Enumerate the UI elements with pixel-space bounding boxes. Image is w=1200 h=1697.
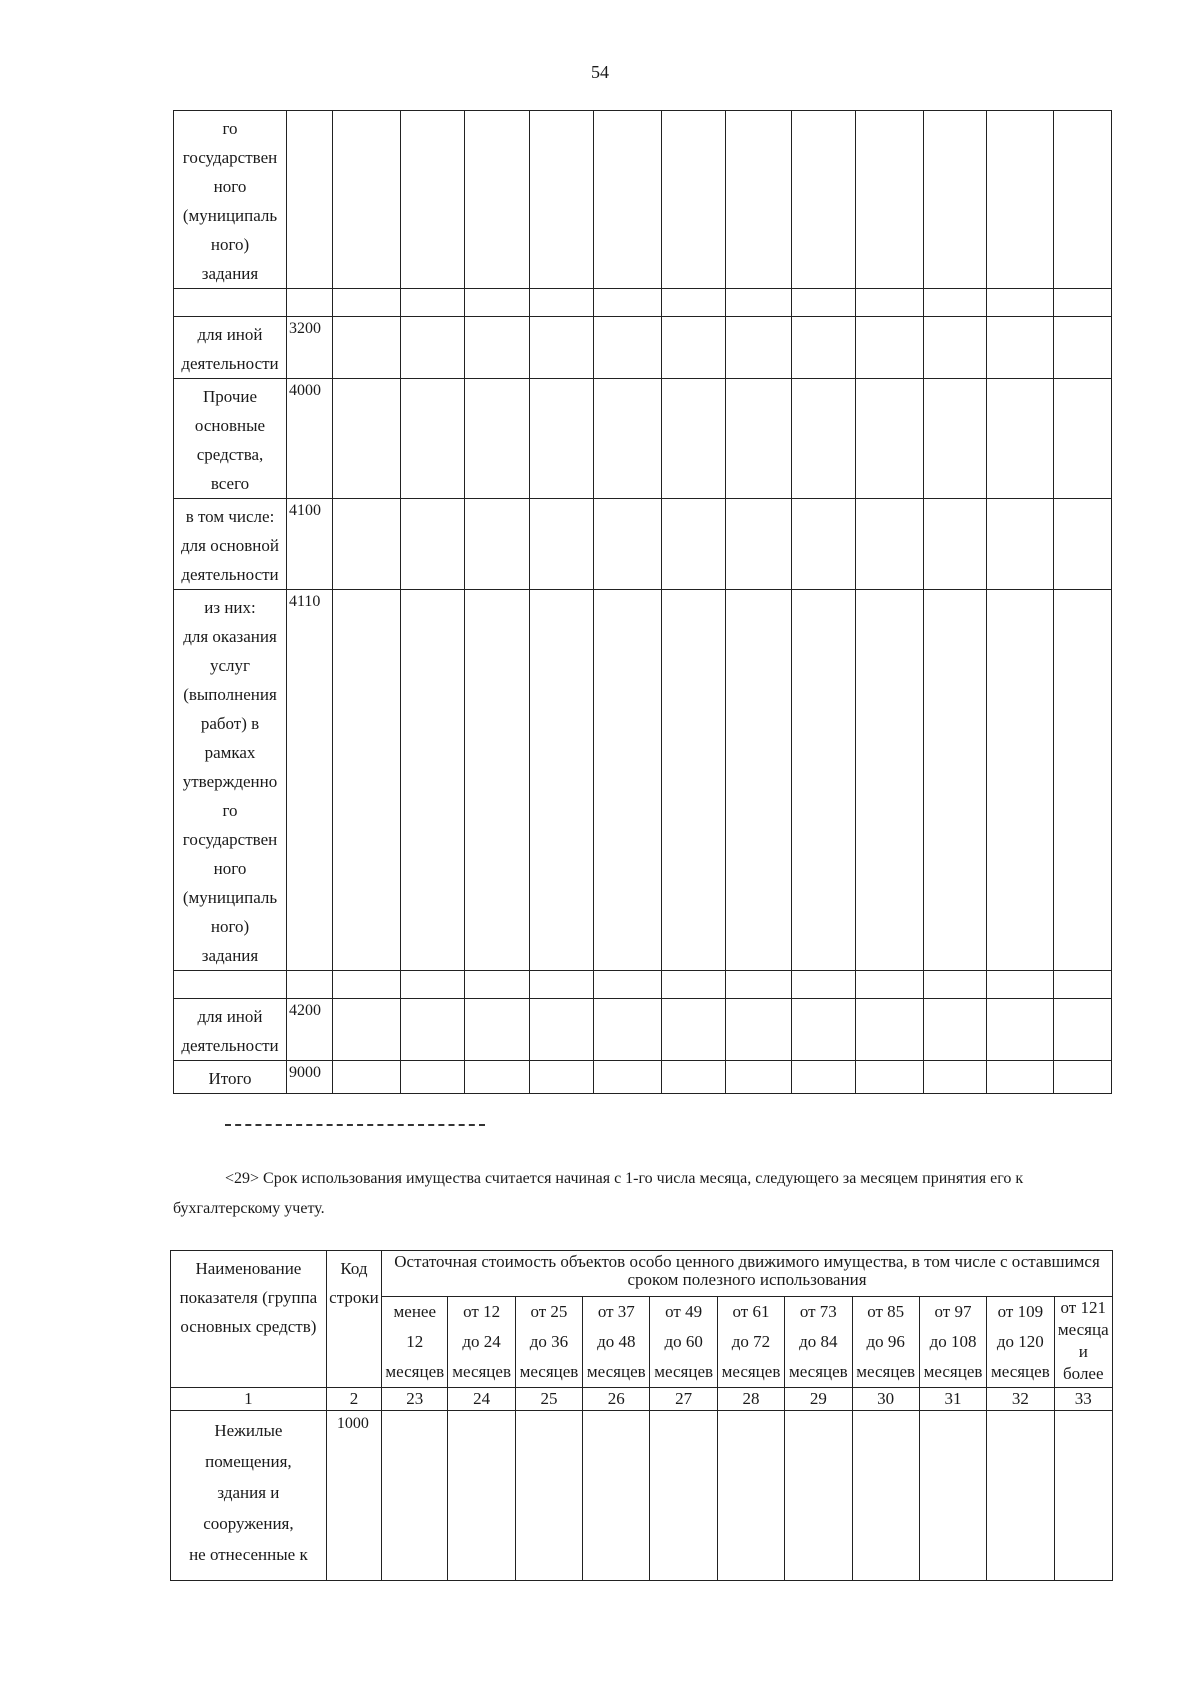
row-code: 1000 <box>326 1411 381 1581</box>
empty-cell <box>785 1411 852 1581</box>
empty-cell <box>987 111 1054 289</box>
empty-cell <box>401 1061 465 1094</box>
row-name-line: услуг <box>209 656 250 675</box>
row-name-line: задания <box>201 264 259 283</box>
period-line: более <box>1063 1364 1104 1383</box>
period-line: месяцев <box>385 1362 445 1381</box>
period-header <box>382 1297 448 1388</box>
empty-cell <box>401 971 465 999</box>
empty-cell <box>1054 999 1112 1061</box>
period-line: и <box>1078 1342 1088 1361</box>
period-header <box>1054 1297 1112 1388</box>
assets-table-continued <box>173 110 1112 1094</box>
empty-cell <box>792 590 856 971</box>
empty-cell <box>726 317 792 379</box>
empty-cell <box>465 971 530 999</box>
row-name-line: государствен <box>182 830 278 849</box>
period-line: до 96 <box>866 1332 905 1351</box>
empty-cell <box>662 289 726 317</box>
row-name-line: ного) <box>210 235 250 254</box>
period-line: от 49 <box>665 1302 703 1321</box>
empty-cell <box>856 590 924 971</box>
empty-cell <box>530 317 594 379</box>
row-name-line: для оказания <box>183 627 277 646</box>
empty-cell <box>792 317 856 379</box>
empty-cell <box>987 590 1054 971</box>
row-code: 4100 <box>287 499 333 590</box>
row-name-line: (муниципаль <box>182 888 278 907</box>
row-name <box>174 317 287 379</box>
table-row <box>174 289 1112 317</box>
row-code: 3200 <box>287 317 333 379</box>
table-row <box>174 971 1112 999</box>
period-line: до 48 <box>597 1332 636 1351</box>
table-row <box>174 499 1112 590</box>
period-line: от 12 <box>463 1302 501 1321</box>
empty-cell <box>583 1411 650 1581</box>
column-number: 26 <box>583 1388 650 1411</box>
empty-cell <box>594 590 662 971</box>
row-code: 9000 <box>287 1061 333 1094</box>
row-name-line: рамках <box>204 743 256 762</box>
column-number: 24 <box>448 1388 515 1411</box>
row-name <box>174 1061 287 1094</box>
row-name <box>174 999 287 1061</box>
empty-cell <box>594 379 662 499</box>
empty-cell <box>594 317 662 379</box>
empty-cell <box>333 1061 401 1094</box>
period-line: месяцев <box>788 1362 848 1381</box>
empty-cell <box>401 379 465 499</box>
row-name <box>174 590 287 971</box>
empty-cell <box>465 999 530 1061</box>
period-line: от 25 <box>530 1302 568 1321</box>
empty-cell <box>333 289 401 317</box>
table-row <box>171 1411 1113 1581</box>
empty-cell <box>856 289 924 317</box>
column-number: 1 <box>171 1388 327 1411</box>
empty-cell <box>1054 379 1112 499</box>
empty-cell <box>919 1411 986 1581</box>
empty-cell <box>515 1411 582 1581</box>
row-name-line: утвержденно <box>182 772 278 791</box>
empty-cell <box>856 1061 924 1094</box>
empty-cell <box>856 317 924 379</box>
row-code: 4200 <box>287 999 333 1061</box>
period-line: от 61 <box>732 1302 770 1321</box>
period-header <box>987 1297 1054 1388</box>
empty-cell <box>987 971 1054 999</box>
column-number: 29 <box>785 1388 852 1411</box>
empty-cell <box>401 111 465 289</box>
empty-cell <box>662 1061 726 1094</box>
empty-cell <box>530 379 594 499</box>
row-name <box>174 499 287 590</box>
table-row <box>174 999 1112 1061</box>
row-name-line: го <box>222 801 238 820</box>
period-header <box>650 1297 717 1388</box>
empty-cell <box>662 971 726 999</box>
empty-cell <box>792 379 856 499</box>
row-name <box>174 289 287 317</box>
row-code <box>287 111 333 289</box>
residual-value-table <box>170 1250 1113 1581</box>
period-line: до 120 <box>996 1332 1044 1351</box>
row-name-line: для иной <box>197 325 263 344</box>
empty-cell <box>530 999 594 1061</box>
row-name-line: для основной <box>181 536 279 555</box>
row-name-line: для иной <box>197 1007 263 1026</box>
empty-cell <box>924 289 987 317</box>
empty-cell <box>792 499 856 590</box>
empty-cell <box>1054 1061 1112 1094</box>
period-line: месяцев <box>654 1362 714 1381</box>
row-name-line: ного <box>213 177 247 196</box>
period-line: месяцев <box>519 1362 579 1381</box>
header-residual-value: Остаточная стоимость объектов особо ценного движимого имущества, в том числе с оставшимся сроком полезного использования <box>382 1251 1113 1297</box>
empty-cell <box>924 1061 987 1094</box>
period-line: 12 <box>406 1332 424 1351</box>
empty-cell <box>987 499 1054 590</box>
empty-cell <box>1054 317 1112 379</box>
empty-cell <box>333 971 401 999</box>
empty-cell <box>987 1061 1054 1094</box>
period-line: от 37 <box>597 1302 635 1321</box>
table-row <box>174 379 1112 499</box>
period-line: месяцев <box>856 1362 916 1381</box>
table-row <box>174 317 1112 379</box>
empty-cell <box>465 111 530 289</box>
empty-cell <box>1054 971 1112 999</box>
empty-cell <box>726 111 792 289</box>
period-line: от 121 <box>1060 1298 1106 1317</box>
row-code <box>287 289 333 317</box>
empty-cell <box>792 111 856 289</box>
column-number: 31 <box>919 1388 986 1411</box>
column-number: 30 <box>852 1388 919 1411</box>
empty-cell <box>401 289 465 317</box>
period-header <box>919 1297 986 1388</box>
column-number: 23 <box>382 1388 448 1411</box>
empty-cell <box>726 1061 792 1094</box>
table-row <box>174 1061 1112 1094</box>
row-name-line: всего <box>210 474 250 493</box>
period-line: месяцев <box>923 1362 983 1381</box>
empty-cell <box>924 971 987 999</box>
empty-cell <box>924 317 987 379</box>
header-line-code: Код строки <box>326 1251 381 1388</box>
period-line: до 60 <box>664 1332 703 1351</box>
period-line: до 24 <box>462 1332 501 1351</box>
empty-cell <box>856 111 924 289</box>
empty-cell <box>382 1411 448 1581</box>
row-name <box>174 111 287 289</box>
empty-cell <box>726 379 792 499</box>
empty-cell <box>662 111 726 289</box>
empty-cell <box>924 379 987 499</box>
empty-cell <box>717 1411 784 1581</box>
footnote-separator <box>225 1124 485 1126</box>
empty-cell <box>530 111 594 289</box>
table-row <box>174 111 1112 289</box>
row-name-line: помещения, <box>205 1452 292 1471</box>
empty-cell <box>465 1061 530 1094</box>
empty-cell <box>465 289 530 317</box>
row-name-line: деятельности <box>181 1036 279 1055</box>
empty-cell <box>594 999 662 1061</box>
empty-cell <box>333 999 401 1061</box>
period-header <box>515 1297 582 1388</box>
empty-cell <box>333 317 401 379</box>
table-row <box>174 590 1112 971</box>
empty-cell <box>333 499 401 590</box>
empty-cell <box>792 1061 856 1094</box>
empty-cell <box>530 499 594 590</box>
empty-cell <box>333 111 401 289</box>
row-name-line: деятельности <box>181 354 279 373</box>
empty-cell <box>401 317 465 379</box>
period-line: от 73 <box>799 1302 837 1321</box>
empty-cell <box>465 590 530 971</box>
period-header <box>852 1297 919 1388</box>
empty-cell <box>594 111 662 289</box>
empty-cell <box>530 971 594 999</box>
row-name-line: здания и <box>217 1483 280 1502</box>
empty-cell <box>401 499 465 590</box>
empty-cell <box>650 1411 717 1581</box>
row-name-line: ного) <box>210 917 250 936</box>
period-line: месяцев <box>990 1362 1050 1381</box>
period-header <box>717 1297 784 1388</box>
row-name-line: основные <box>194 416 266 435</box>
empty-cell <box>465 379 530 499</box>
column-number: 28 <box>717 1388 784 1411</box>
empty-cell <box>448 1411 515 1581</box>
empty-cell <box>726 590 792 971</box>
empty-cell <box>856 971 924 999</box>
empty-cell <box>662 499 726 590</box>
empty-cell <box>333 590 401 971</box>
column-number: 25 <box>515 1388 582 1411</box>
period-line: месяцев <box>721 1362 781 1381</box>
period-line: от 109 <box>997 1302 1044 1321</box>
empty-cell <box>987 1411 1054 1581</box>
row-name-line: государствен <box>182 148 278 167</box>
period-header <box>583 1297 650 1388</box>
empty-cell <box>726 289 792 317</box>
empty-cell <box>333 379 401 499</box>
row-name <box>174 379 287 499</box>
row-code: 4000 <box>287 379 333 499</box>
empty-cell <box>1054 1411 1112 1581</box>
empty-cell <box>662 317 726 379</box>
empty-cell <box>924 590 987 971</box>
row-name-line: Нежилые <box>214 1421 283 1440</box>
column-number: 2 <box>326 1388 381 1411</box>
empty-cell <box>987 999 1054 1061</box>
period-line: до 84 <box>799 1332 838 1351</box>
period-line: от 85 <box>867 1302 905 1321</box>
empty-cell <box>1054 499 1112 590</box>
empty-cell <box>465 499 530 590</box>
row-name-line: (муниципаль <box>182 206 278 225</box>
empty-cell <box>856 999 924 1061</box>
row-name-line: задания <box>201 946 259 965</box>
row-name <box>171 1411 327 1581</box>
empty-cell <box>401 999 465 1061</box>
period-header <box>448 1297 515 1388</box>
empty-cell <box>530 590 594 971</box>
period-line: месяцев <box>452 1362 511 1381</box>
empty-cell <box>1054 111 1112 289</box>
empty-cell <box>856 379 924 499</box>
period-line: от 97 <box>934 1302 972 1321</box>
empty-cell <box>987 289 1054 317</box>
row-name-line: Итого <box>208 1069 252 1088</box>
empty-cell <box>594 499 662 590</box>
period-line: до 36 <box>529 1332 569 1351</box>
empty-cell <box>856 499 924 590</box>
empty-cell <box>530 289 594 317</box>
row-name-line: ного <box>213 859 247 878</box>
empty-cell <box>662 379 726 499</box>
empty-cell <box>662 590 726 971</box>
period-line: месяца <box>1057 1320 1109 1339</box>
empty-cell <box>594 289 662 317</box>
period-line: месяцев <box>586 1362 646 1381</box>
empty-cell <box>594 971 662 999</box>
empty-cell <box>792 999 856 1061</box>
row-name-line: деятельности <box>181 565 279 584</box>
empty-cell <box>987 317 1054 379</box>
empty-cell <box>726 971 792 999</box>
row-name-line: из них: <box>204 598 256 617</box>
row-code: 4110 <box>287 590 333 971</box>
row-name-line: в том числе: <box>185 507 275 526</box>
empty-cell <box>465 317 530 379</box>
period-header <box>785 1297 852 1388</box>
page-number: 54 <box>591 62 609 82</box>
empty-cell <box>401 590 465 971</box>
empty-cell <box>924 499 987 590</box>
empty-cell <box>726 999 792 1061</box>
empty-cell <box>1054 289 1112 317</box>
column-number: 33 <box>1054 1388 1112 1411</box>
empty-cell <box>530 1061 594 1094</box>
column-number: 27 <box>650 1388 717 1411</box>
period-line: менее <box>393 1302 437 1321</box>
row-name-line: работ) в <box>200 714 260 733</box>
empty-cell <box>924 999 987 1061</box>
row-name-line: сооружения, <box>203 1514 294 1533</box>
empty-cell <box>792 289 856 317</box>
row-name <box>174 971 287 999</box>
row-name-line: не отнесенные к <box>189 1545 308 1564</box>
row-name-line: Прочие <box>202 387 258 406</box>
empty-cell <box>594 1061 662 1094</box>
empty-cell <box>924 111 987 289</box>
row-name-line: го <box>222 119 238 138</box>
row-name-line: средства, <box>196 445 264 464</box>
row-name-line: (выполнения <box>183 685 277 704</box>
period-line: до 72 <box>731 1332 771 1351</box>
empty-cell <box>726 499 792 590</box>
row-code <box>287 971 333 999</box>
empty-cell <box>662 999 726 1061</box>
footnote-29: <29> Срок использования имущества считается начиная с 1-го числа месяца, следующего за месяцем принятия его к бухгалтерскому учету. <box>173 1170 1024 1217</box>
empty-cell <box>852 1411 919 1581</box>
column-number: 32 <box>987 1388 1054 1411</box>
period-line: до 108 <box>929 1332 977 1351</box>
header-indicator-name: Наименование показателя (группа основных средств) <box>171 1251 327 1388</box>
empty-cell <box>792 971 856 999</box>
empty-cell <box>1054 590 1112 971</box>
empty-cell <box>987 379 1054 499</box>
